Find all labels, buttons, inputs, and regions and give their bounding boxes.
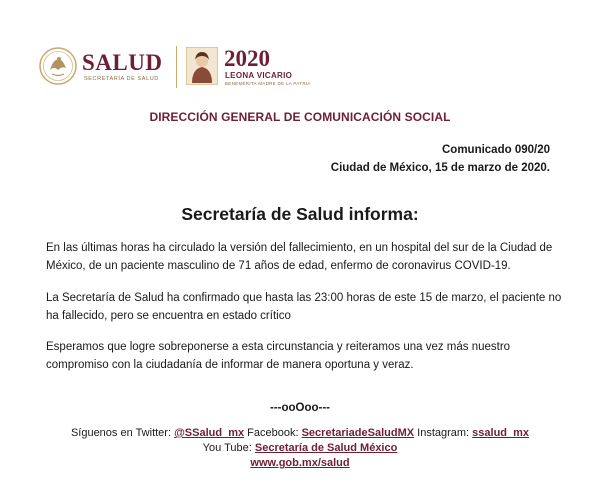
salud-logo-subtitle: SECRETARÍA DE SALUD — [84, 76, 159, 82]
paragraph-1: En las últimas horas ha circulado la versión del fallecimiento, en un hospital del sur de la Ciudad de México, de un paciente masculino de 71 años de edad, enfermo de coronavirus COVID-19. — [46, 242, 553, 272]
department-heading: DIRECCIÓN GENERAL DE COMUNICACIÓN SOCIAL — [149, 110, 451, 124]
leona-vicario-name: LEONA VICARIO — [225, 71, 293, 80]
facebook-link[interactable]: SecretariadeSaludMX — [301, 427, 415, 439]
year-logo-text: 2020 — [224, 46, 270, 71]
facebook-label: Facebook: — [244, 427, 302, 439]
social-line-2 — [0, 441, 600, 456]
social-line-1 — [0, 426, 600, 441]
communique-meta — [331, 141, 550, 177]
letterhead — [38, 42, 338, 94]
leona-vicario-subtitle: BENEMÉRITA MADRE DE LA PATRIA — [225, 81, 311, 86]
youtube-link[interactable]: Secretaría de Salud México — [254, 442, 398, 454]
instagram-label: Instagram: — [414, 427, 473, 439]
social-footer — [0, 426, 600, 471]
place-date: Ciudad de México, 15 de marzo de 2020. — [330, 162, 550, 174]
instagram-link[interactable]: ssalud_mx — [472, 427, 530, 439]
twitter-label: Síguenos en Twitter: — [70, 427, 175, 439]
salud-logo-text: SALUD — [82, 50, 163, 75]
youtube-label: You Tube: — [202, 442, 255, 454]
paragraph-3: Esperamos que logre sobreponerse a esta circunstancia y reiteramos una vez más nuestro compromiso con la ciudadanía de informar de manera oportuna y veraz. — [46, 341, 511, 371]
logo-divider — [176, 46, 177, 88]
leona-vicario-portrait-icon — [186, 47, 218, 85]
paragraph-2: La Secretaría de Salud ha confirmado que hasta las 23:00 horas de este 15 de marzo, el paciente no ha fallecido, pero se encuentra en estado crítico — [46, 292, 562, 322]
separator-ornament: ---ooOoo--- — [269, 402, 331, 414]
document-title: Secretaría de Salud informa: — [181, 204, 419, 224]
mexico-eagle-seal-icon — [38, 46, 78, 86]
communique-number: Comunicado 090/20 — [441, 144, 550, 156]
social-line-3 — [0, 456, 600, 471]
website-link[interactable]: www.gob.mx/salud — [250, 457, 350, 469]
twitter-link[interactable]: @SSalud_mx — [174, 427, 245, 439]
